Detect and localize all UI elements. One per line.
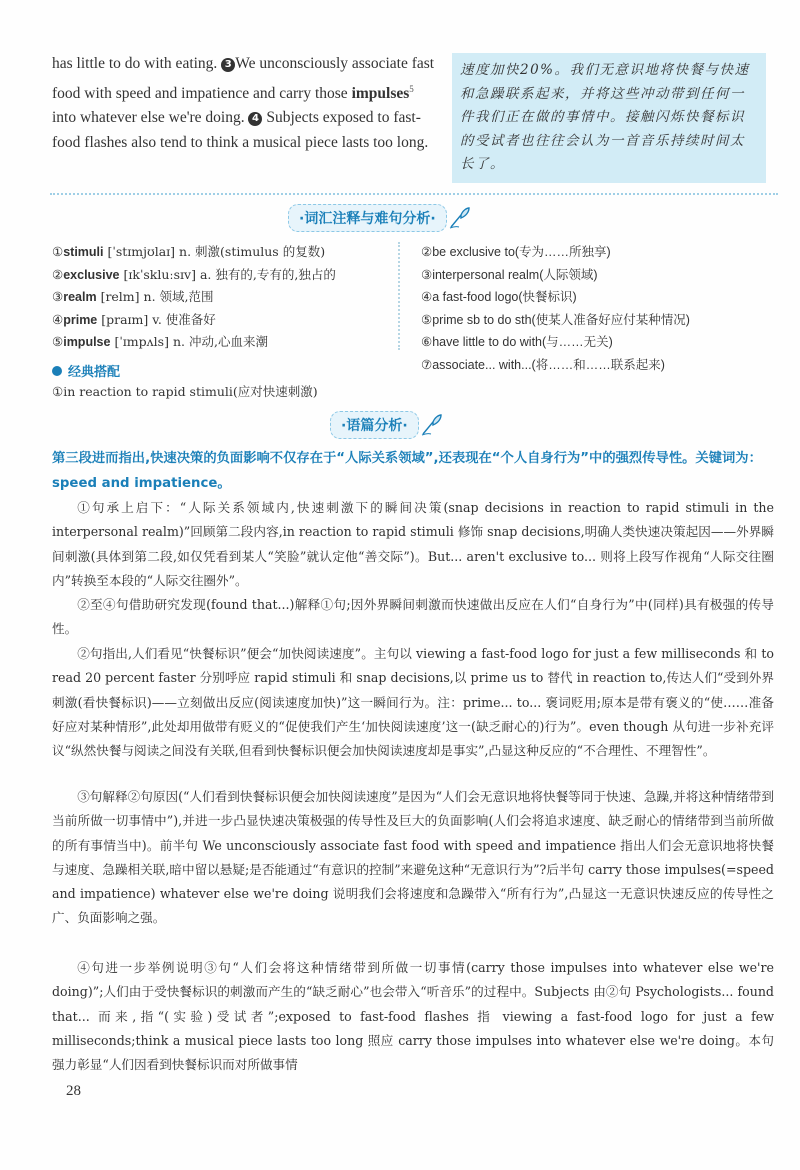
- phrase-item: ②be exclusive to(专为……所独享): [421, 245, 611, 259]
- phrase-item: ③interpersonal realm(人际领域): [421, 267, 598, 282]
- analysis-paragraph: ④句进一步举例说明③句“人们会将这种情绪带到所做一切事情(carry those impulses into whatever else we're doing)”;人们由于受快餐标识的刺激而产生的“缺乏耐心”也会带入“听音乐”的过程中。Subjects 由②句 Psychologists... found that... 而来,指“(实验)受试者”;exposed to fast-food flashes 指 viewing a fast-food logo for just a few milliseconds;think a musical piece lasts too long 照应 carry those impulses into whatever else we're doing。本句强力彰显“人们因看到快餐标识而对所做事情: [52, 960, 774, 1073]
- passage-line: We unconsciously associate: [235, 55, 408, 72]
- phrase-item: ⑤prime sb to do sth(使某人准备好应付某种情况): [421, 312, 690, 327]
- analysis-lead: 第三段进而指出,快速决策的负面影响不仅存在于“人际关系领域”,还表现在“个人自身行为”中的强烈传导性。关键词为：speed and impatience。: [52, 451, 762, 491]
- sentence-marker: 3: [221, 58, 235, 72]
- feather-pen-icon: [419, 413, 443, 437]
- column-divider: [398, 242, 406, 350]
- collocation-item: ①in reaction to rapid stimuli(应对快速刺激): [52, 384, 318, 399]
- vocab-item: ③realm [relm] n. 领域,范围: [52, 289, 214, 304]
- phrase-item: ⑦associate... with...(将……和……联系起来): [421, 357, 665, 372]
- passage-line: Subjects: [266, 109, 319, 127]
- passage-line: into whatever else we're doing.: [52, 109, 245, 127]
- collocation-heading: 经典搭配: [52, 361, 120, 380]
- passage-line: fast food with speed and impatience and carry those: [52, 55, 435, 102]
- footnote-marker: 5: [409, 83, 414, 94]
- english-passage: [52, 52, 437, 155]
- vocab-item: ①stimuli [ˈstɪmjʊlaɪ] n. 刺激(stimulus 的复数): [52, 244, 326, 259]
- passage-keyword: impulses: [351, 84, 410, 102]
- bullet-icon: [52, 366, 62, 376]
- passage-line: piece lasts too long.: [305, 133, 429, 151]
- analysis-paragraph: ②至④句借助研究发现(found that...)解释①句;因外界瞬间刺激而快速做出反应在人们“自身行为”中(同样)具有极强的传导性。: [52, 597, 774, 637]
- vocab-item: ②exclusive [ɪkˈskluːsɪv] a. 独有的,专有的,独占的: [52, 266, 336, 282]
- phrase-item: ⑥have little to do with(与……无关): [421, 335, 613, 349]
- page-number: 28: [66, 1083, 81, 1099]
- vocab-list: [52, 241, 382, 354]
- analysis-paragraph: ①句承上启下：“人际关系领域内,快速刺激下的瞬间决策(snap decisions in reaction to rapid stimuli in the interpersonal realm)”回顾第二段内容,in reaction to rapid stimuli 修饰 snap decisions,明确人类快速决策起因——外界瞬间刺激(具体到第二段,如仅凭看到某人“笑脸”就认定他“善交际”)。But... aren't exclusive to... 则将上段写作视角“人际交往圈内”转换至本段的“人际交往圈外”。: [52, 500, 774, 588]
- analysis-paragraph: ③句解释②句原因(“人们看到快餐标识便会加快阅读速度”是因为“人们会无意识地将快餐等同于快速、急躁,并将这种情绪带到当前所做一切事情中”),并进一步凸显快速决策极强的传导性及巨大的负面影响(人们会将追求速度、缺乏耐心的情绪带到当前所做的所有事情当中)。前半句 We unconsciously associate fast food with speed and impatience 指出人们会无意识地将快餐与速度、急躁相关联,暗中留以悬疑;是否能通过“有意识的控制”来避免这种“无意识行为”?后半句 carry those impulses(=speed and impatience) whatever else we're doing 说明我们会将速度和急躁带入“所有行为”,凸显这一无意识快速反应的传导性之广、负面影响之强。: [52, 789, 774, 926]
- vocab-item: ⑤impulse [ˈɪmpʌls] n. 冲动,心血来潮: [52, 334, 268, 349]
- translation-text: 速度加快20%。我们无意识地将快餐与快速和急躁联系起来，并将这些冲动带到任何一件我们正在做的事情中。接触闪烁快餐标识的受试者也往往会认为一首音乐持续时间太长了。: [460, 62, 750, 172]
- sentence-marker: 4: [248, 112, 262, 126]
- analysis-section-header: [330, 411, 443, 439]
- section-divider: [50, 193, 778, 195]
- phrase-list: [421, 241, 771, 376]
- vocab-section-header: [288, 204, 471, 232]
- translation-box: [452, 53, 766, 183]
- phrase-item: ④a fast-food logo(快餐标识): [421, 290, 577, 304]
- analysis-paragraph: ②句指出,人们看见“快餐标识”便会“加快阅读速度”。主句以 viewing a fast-food logo for just a few milliseconds 和 to read 20 percent faster 分别呼应 rapid stimuli 和 snap decisions,以 prime us to 替代 in reaction to,传达人们“受到外界刺激(看快餐标识)——立刻做出反应(阅读速度加快)”这一瞬间行为。注：prime... to... 褒词贬用;原本是带有褒义的“使……准备好应对某种情形”,此处却用做带有贬义的“促使我们产生‘加快阅读速度’这一(缺乏耐心的)行为”。even though 从句进一步补充评议“纵然快餐与阅读之间没有关联,但看到快餐标识便会加快阅读速度却是事实”,凸显这种反应的“不合理性、不理智性”。: [52, 646, 774, 759]
- vocab-item: ④prime [praɪm] v. 使准备好: [52, 311, 216, 327]
- passage-line: has little to do with eating.: [52, 55, 218, 72]
- feather-pen-icon: [447, 206, 471, 230]
- vocab-section-title: ·词汇注释与难句分析·: [288, 204, 447, 232]
- passage-line: exposed to fast-food flashes also tend to think a musical: [52, 109, 421, 151]
- analysis-section-title: ·语篇分析·: [330, 411, 419, 439]
